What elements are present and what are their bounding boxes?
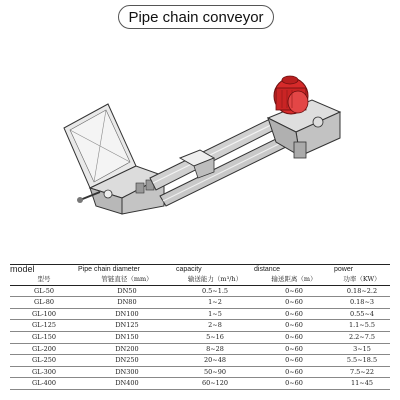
table-cell: GL-400 [10, 378, 78, 390]
column-header: Pipe chain diameter [78, 265, 176, 275]
table-cell: 0.5~1.5 [176, 285, 254, 297]
table-cell: 0~60 [254, 297, 334, 309]
table-cell: 0~60 [254, 331, 334, 343]
conveyor-pipe [150, 118, 288, 206]
table-cell: 60~120 [176, 378, 254, 390]
column-header: 型号 [10, 274, 78, 285]
table-cell: GL-200 [10, 343, 78, 355]
conveyor-illustration [0, 32, 400, 264]
table-cell: DN50 [78, 285, 176, 297]
table-header-english [10, 265, 390, 275]
table-cell: 1.1~5.5 [334, 320, 390, 332]
table-cell: 11~45 [334, 378, 390, 390]
table-cell: 0~60 [254, 343, 334, 355]
table-row [10, 320, 390, 332]
table-cell: DN80 [78, 297, 176, 309]
table-cell: GL-50 [10, 285, 78, 297]
table-cell: DN125 [78, 320, 176, 332]
column-header: distance [254, 265, 334, 275]
table-row [10, 308, 390, 320]
table-cell: 0~60 [254, 378, 334, 390]
table-cell: 1~5 [176, 308, 254, 320]
column-header: power [334, 265, 390, 275]
table-cell: 0.18~3 [334, 297, 390, 309]
table-cell: GL-250 [10, 355, 78, 367]
table-cell: GL-80 [10, 297, 78, 309]
table-row [10, 355, 390, 367]
table-cell: 0~60 [254, 355, 334, 367]
column-header: 功率（KW） [334, 274, 390, 285]
column-header: 管链直径（mm） [78, 274, 176, 285]
table-cell: 1~2 [176, 297, 254, 309]
column-header: capacity [176, 265, 254, 275]
page-title: Pipe chain conveyor [118, 5, 274, 29]
table-row [10, 331, 390, 343]
table-cell: DN400 [78, 378, 176, 390]
table-row [10, 285, 390, 297]
table-row [10, 343, 390, 355]
drive-motor [274, 76, 308, 114]
table-cell: GL-300 [10, 366, 78, 378]
table-row [10, 378, 390, 390]
table-cell: DN200 [78, 343, 176, 355]
table-cell: 0~60 [254, 285, 334, 297]
column-header: 输送距离（m） [254, 274, 334, 285]
table-row [10, 297, 390, 309]
table-cell: DN150 [78, 331, 176, 343]
column-header: model [10, 265, 78, 275]
table-cell: 0~60 [254, 308, 334, 320]
table-cell: DN250 [78, 355, 176, 367]
table-cell: 20~48 [176, 355, 254, 367]
table-cell: 0~60 [254, 320, 334, 332]
table-header-chinese [10, 274, 390, 285]
table-cell: 5~16 [176, 331, 254, 343]
table-cell: 0.55~4 [334, 308, 390, 320]
table-cell: 2.2~7.5 [334, 331, 390, 343]
table-cell: DN100 [78, 308, 176, 320]
table-cell: 0~60 [254, 366, 334, 378]
table-cell: GL-150 [10, 331, 78, 343]
table-cell: 0.18~2.2 [334, 285, 390, 297]
table-row [10, 366, 390, 378]
table-cell: GL-125 [10, 320, 78, 332]
table-cell: 5.5~18.5 [334, 355, 390, 367]
column-header: 输送能力（m³/h） [176, 274, 254, 285]
spec-table [10, 264, 390, 390]
table-cell: 3~15 [334, 343, 390, 355]
table-cell: GL-100 [10, 308, 78, 320]
table-cell: 2~8 [176, 320, 254, 332]
table-cell: 7.5~22 [334, 366, 390, 378]
table-cell: 50~90 [176, 366, 254, 378]
table-cell: 8~28 [176, 343, 254, 355]
table-cell: DN300 [78, 366, 176, 378]
